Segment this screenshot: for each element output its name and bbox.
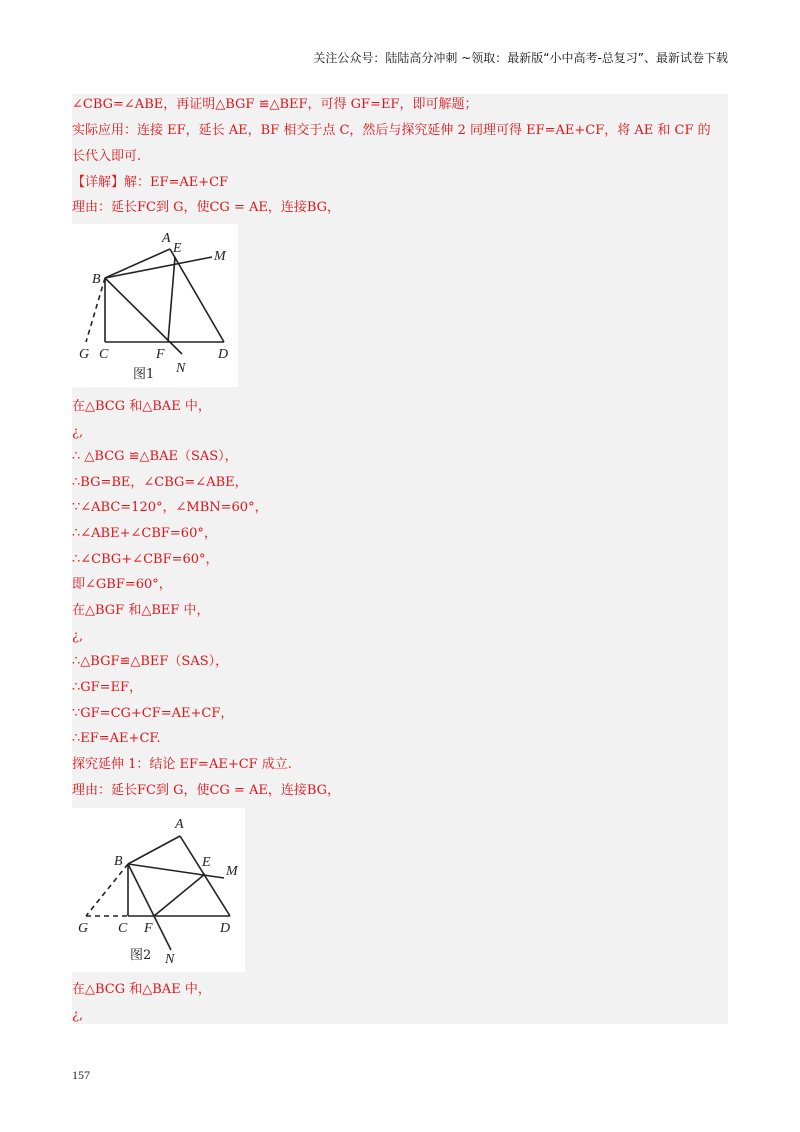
point-label-g: G [78, 921, 89, 936]
text-line: ∵GF=CG+CF=AE+CF， [72, 706, 234, 721]
text-line: 探究延伸 1：结论 EF=AE+CF 成立. [72, 757, 292, 772]
text-line: ∴ △BCG ≌△BAE（SAS）， [72, 449, 238, 464]
text-line: ¿, [72, 629, 84, 644]
text-line: 在△BGF 和△BEF 中， [72, 603, 210, 618]
text-line: ∴△BGF≌△BEF（SAS）， [72, 654, 229, 669]
text-line: ∵∠ABC=120°，∠MBN=60°， [72, 500, 268, 515]
point-label-c: C [118, 921, 128, 936]
point-label-f: F [144, 921, 153, 936]
point-label-d: D [218, 347, 229, 362]
text-line: 在△BCG 和△BAE 中， [72, 399, 211, 414]
figure-1-diagram [72, 224, 238, 387]
page-number: 157 [72, 1068, 90, 1082]
text-line: ¿, [72, 1008, 84, 1023]
point-label-d: D [220, 921, 231, 936]
text-line: ∴GF=EF， [72, 680, 143, 695]
point-label-c: C [99, 347, 109, 362]
point-label-e: E [202, 855, 211, 870]
point-label-m: M [226, 864, 238, 879]
text-line: 实际应用：连接 EF，延长 AE，BF 相交于点 C，然后与探究延伸 2 同理可得 EF=AE+CF，将 AE 和 CF 的 [72, 123, 711, 138]
figure-1-caption: 图1 [133, 367, 155, 382]
figure-2 [72, 808, 245, 972]
point-label-g: G [79, 347, 90, 362]
text-line: ∴∠ABE+∠CBF=60°， [72, 526, 217, 541]
text-line: 理由：延长FC到 G，使CG = AE，连接BG， [72, 783, 341, 798]
page-header: 关注公众号：陆陆高分冲刺 ~领取：最新版“小中高考-总复习”、最新试卷下载 [313, 51, 728, 65]
figure-2-diagram [72, 808, 245, 972]
text-line: ∴EF=AE+CF. [72, 731, 161, 746]
text-line: ∴∠CBG+∠CBF=60°， [72, 552, 219, 567]
point-label-n: N [176, 361, 186, 376]
text-line: 理由：延长FC到 G，使CG = AE，连接BG， [72, 200, 341, 215]
point-label-b: B [92, 272, 101, 287]
point-label-e: E [173, 241, 182, 256]
text-line: 在△BCG 和△BAE 中， [72, 982, 211, 997]
text-line: 长代入即可. [72, 149, 142, 164]
point-label-m: M [214, 249, 226, 264]
figure-2-caption: 图2 [130, 948, 152, 963]
point-label-a: A [175, 817, 184, 832]
text-line: ¿, [72, 425, 84, 440]
text-line: ∴BG=BE，∠CBG=∠ABE， [72, 475, 248, 490]
text-line: ∠CBG=∠ABE，再证明△BGF ≌△BEF，可得 GF=EF，即可解题； [72, 97, 478, 112]
point-label-f: F [156, 347, 165, 362]
text-line: 即∠GBF=60°， [72, 577, 172, 592]
point-label-b: B [114, 854, 123, 869]
figure-1 [72, 224, 238, 387]
solution-content [72, 94, 728, 1024]
point-label-a: A [162, 231, 171, 246]
point-label-n: N [165, 952, 175, 967]
text-line: 【详解】解：EF=AE+CF [72, 175, 229, 190]
